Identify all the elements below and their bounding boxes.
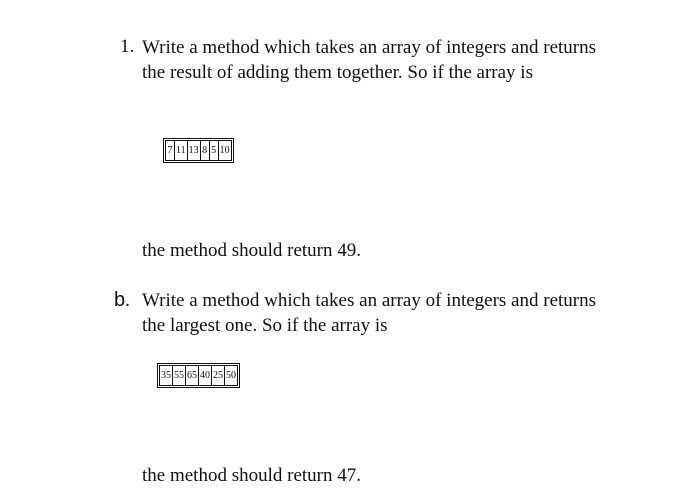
array-cell: 65 xyxy=(186,366,199,385)
question-2-dot: . xyxy=(125,290,130,311)
question-2-letter: b xyxy=(114,289,126,311)
array-cell: 8 xyxy=(201,141,210,160)
question-1-array xyxy=(165,140,232,161)
array-cell: 7 xyxy=(166,141,175,160)
question-2-array xyxy=(159,365,238,386)
array-cell: 5 xyxy=(210,141,219,160)
array-cell: 11 xyxy=(175,141,188,160)
question-1-answer: the method should return 49. xyxy=(142,240,361,261)
array-cell: 10 xyxy=(219,145,230,156)
array-cell: 35 xyxy=(160,366,173,385)
array-cell: 40 xyxy=(199,366,212,385)
question-1-number: 1. xyxy=(120,36,135,57)
array-cell: 13 xyxy=(188,141,201,160)
array-cell: 55 xyxy=(173,366,186,385)
question-2-answer: the method should return 47. xyxy=(142,465,361,486)
array-cell: 50 xyxy=(226,370,236,381)
question-2-text: Write a method which takes an array of integers and returns the largest one. So if the array is xyxy=(142,290,597,336)
question-2-number xyxy=(114,288,130,313)
array-cell: 25 xyxy=(212,366,225,385)
question-1-text: Write a method which takes an array of integers and returns the result of adding them together. So if the array is xyxy=(142,37,597,83)
